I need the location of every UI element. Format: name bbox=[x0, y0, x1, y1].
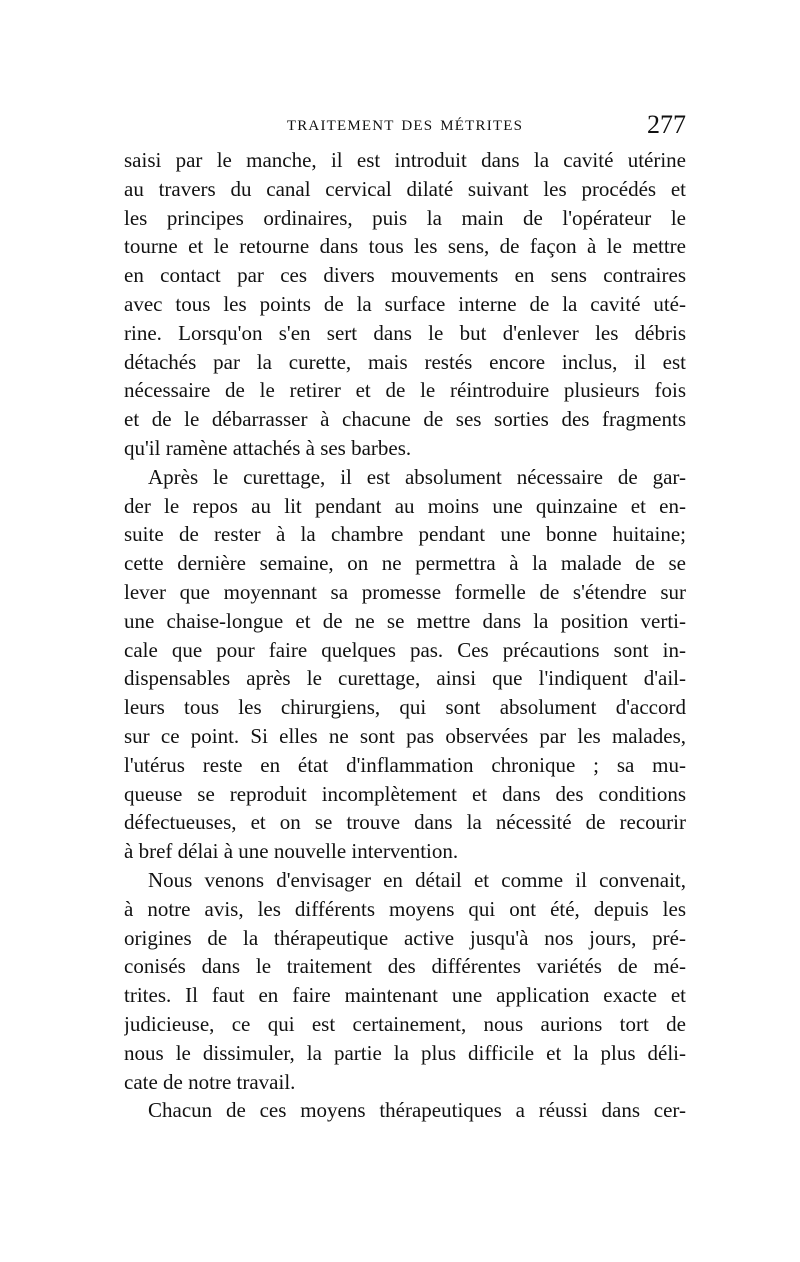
text-line: saisi par le manche, il est introduit dans la cavité utérine bbox=[124, 148, 686, 172]
text-line: origines de la thérapeutique active jusqu'à nos jours, pré- bbox=[124, 925, 686, 950]
running-title: TRAITEMENT DES MÉTRITES bbox=[286, 118, 524, 134]
text-line: tourne et le retourne dans tous les sens, de façon à le mettre bbox=[124, 234, 686, 259]
text-line: dispensables après le curettage, ainsi que l'indiquent d'ail- bbox=[124, 666, 686, 691]
text-line: judicieuse, ce qui est certainement, nous aurions tort de bbox=[124, 1011, 686, 1036]
text-line: en contact par ces divers mouvements en sens contraires bbox=[124, 263, 686, 288]
text-line: l'utérus reste en état d'inflammation chronique ; sa mu- bbox=[124, 752, 686, 777]
text-line: cale que pour faire quelques pas. Ces précautions sont in- bbox=[124, 637, 686, 662]
text-line: sur ce point. Si elles ne sont pas observées par les malades, bbox=[124, 723, 686, 748]
text-line: trites. Il faut en faire maintenant une application exacte et bbox=[124, 983, 686, 1008]
text-line: lever que moyennant sa promesse formelle de s'étendre sur bbox=[124, 579, 686, 604]
text-line: avec tous les points de la surface interne de la cavité uté- bbox=[124, 291, 686, 316]
text-line: nécessaire de le retirer et de le réintroduire plusieurs fois bbox=[124, 378, 686, 403]
text-line: à bref délai à une nouvelle intervention. bbox=[124, 839, 459, 864]
text-line: au travers du canal cervical dilaté suivant les procédés et bbox=[124, 176, 686, 201]
text-line: der le repos au lit pendant au moins une quinzaine et en- bbox=[124, 493, 686, 518]
text-line: qu'il ramène attachés à ses barbes. bbox=[124, 435, 412, 460]
text-line: Chacun de ces moyens thérapeutiques a réussi dans cer- bbox=[148, 1098, 686, 1123]
text-line: rine. Lorsqu'on s'en sert dans le but d'enlever les débris bbox=[124, 320, 686, 345]
text-line: leurs tous les chirurgiens, qui sont absolument d'accord bbox=[124, 695, 686, 720]
text-line: à notre avis, les différents moyens qui ont été, depuis les bbox=[124, 896, 686, 921]
text-line: queuse se reproduit incomplètement et dans des conditions bbox=[124, 781, 686, 806]
text-line: défectueuses, et on se trouve dans la nécessité de recourir bbox=[124, 810, 686, 835]
text-line: détachés par la curette, mais restés encore inclus, il est bbox=[124, 349, 686, 374]
text-line: conisés dans le traitement des différentes variétés de mé- bbox=[124, 954, 686, 979]
running-head bbox=[122, 110, 688, 146]
text-line: cette dernière semaine, on ne permettra à la malade de se bbox=[124, 551, 686, 576]
text-line: cate de notre travail. bbox=[124, 1069, 296, 1094]
text-line: les principes ordinaires, puis la main de l'opérateur le bbox=[124, 205, 686, 230]
text-line: suite de rester à la chambre pendant une bonne huitaine; bbox=[124, 522, 686, 547]
body-text bbox=[124, 146, 686, 1125]
text-line: Nous venons d'envisager en détail et comme il convenait, bbox=[148, 867, 686, 892]
page-number: 277 bbox=[647, 110, 686, 139]
text-line: Après le curettage, il est absolument nécessaire de gar- bbox=[148, 464, 686, 489]
text-line: nous le dissimuler, la partie la plus difficile et la plus déli- bbox=[124, 1040, 686, 1065]
text-line: une chaise-longue et de ne se mettre dans la position verti- bbox=[124, 608, 686, 633]
text-line: et de le débarrasser à chacune de ses sorties des fragments bbox=[124, 407, 686, 432]
